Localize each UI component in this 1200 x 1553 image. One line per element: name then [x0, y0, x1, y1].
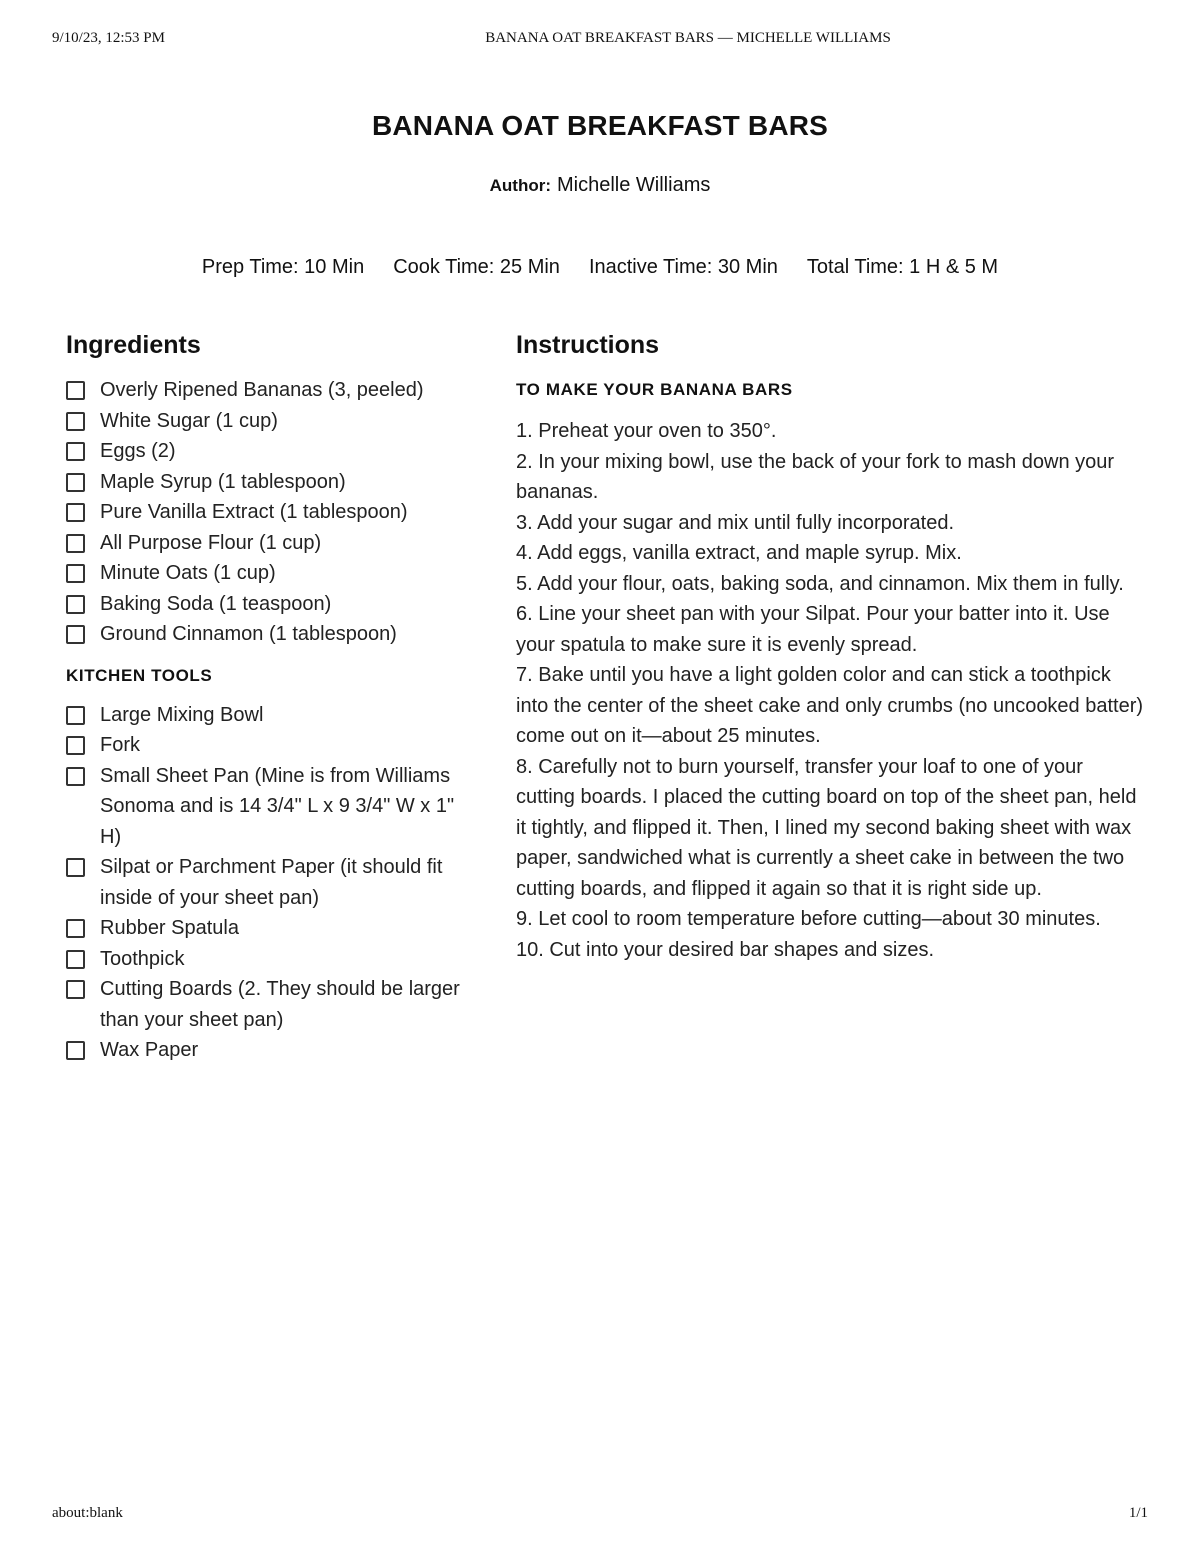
checkbox[interactable] — [66, 706, 85, 725]
ingredient-item — [66, 497, 466, 528]
instructions-subheading: TO MAKE YOUR BANANA BARS — [516, 380, 793, 399]
checkbox[interactable] — [66, 625, 85, 644]
tool-item — [66, 761, 466, 853]
tool-item — [66, 1035, 466, 1066]
kitchen-tools-list — [66, 700, 466, 1066]
instruction-steps — [516, 416, 1146, 965]
print-footer-url: about:blank — [52, 1505, 123, 1521]
recipe-title: BANANA OAT BREAKFAST BARS — [371, 110, 829, 141]
checkbox[interactable] — [66, 442, 85, 461]
cook-time: Cook Time: 25 Min — [393, 256, 560, 278]
ingredient-item — [66, 619, 466, 650]
author-label: Author: — [489, 176, 551, 195]
instruction-step: 8. Carefully not to burn yourself, transfer your loaf to one of your cutting boards. I placed the cutting board on top of the sheet pan, held it tightly, and flipped it. Then, I lined my second baking sheet with wax paper, sandwiched what is currently a sheet cake in between the two cutting boards, and flipped it again so that it is right side up. — [516, 755, 1137, 900]
total-time: Total Time: 1 H & 5 M — [806, 256, 999, 278]
ingredient-item — [66, 589, 466, 620]
print-header-title: BANANA OAT BREAKFAST BARS — MICHELLE WILLIAMS — [485, 30, 891, 46]
ingredient-item — [66, 558, 466, 589]
checkbox[interactable] — [66, 919, 85, 938]
tool-item — [66, 730, 466, 761]
checkbox[interactable] — [66, 564, 85, 583]
tool-label: Small Sheet Pan (Mine is from Williams Sonoma and is 14 3/4" L x 9 3/4" W x 1" H) — [100, 764, 455, 848]
checkbox[interactable] — [66, 381, 85, 400]
tool-label: Large Mixing Bowl — [100, 703, 264, 726]
instruction-step: 7. Bake until you have a light golden color and can stick a toothpick into the center of the sheet cake and only crumbs (no uncooked batter) come out on it—about 25 minutes. — [516, 664, 1144, 747]
tool-label: Wax Paper — [100, 1039, 199, 1061]
ingredients-heading: Ingredients — [66, 331, 201, 359]
tool-item — [66, 974, 466, 1035]
checkbox[interactable] — [66, 503, 85, 522]
checkbox[interactable] — [66, 595, 85, 614]
tool-label: Cutting Boards (2. They should be larger than your sheet pan) — [100, 978, 460, 1031]
checkbox[interactable] — [66, 534, 85, 553]
tool-label: Silpat or Parchment Paper (it should fit inside of your sheet pan) — [100, 856, 443, 909]
ingredient-label: Maple Syrup (1 tablespoon) — [100, 470, 346, 493]
ingredient-label: Ground Cinnamon (1 tablespoon) — [100, 623, 397, 645]
tool-item — [66, 700, 466, 731]
tool-item — [66, 944, 466, 975]
checkbox[interactable] — [66, 950, 85, 969]
ingredient-item — [66, 467, 466, 498]
checkbox[interactable] — [66, 767, 85, 786]
instruction-step: 4. Add eggs, vanilla extract, and maple syrup. Mix. — [516, 542, 962, 564]
ingredient-item — [66, 436, 466, 467]
checkbox[interactable] — [66, 736, 85, 755]
ingredient-label: Baking Soda (1 teaspoon) — [100, 592, 332, 615]
tool-label: Rubber Spatula — [100, 917, 239, 939]
print-footer-page-number: 1/1 — [1128, 1505, 1148, 1521]
instruction-step: 6. Line your sheet pan with your Silpat. Pour your batter into it. Use your spatula to make sure it is evenly spread. — [516, 603, 1110, 656]
ingredients-column — [66, 330, 466, 1066]
ingredients-list — [66, 375, 466, 650]
ingredient-item — [66, 375, 466, 406]
tool-label: Toothpick — [100, 947, 185, 970]
tool-item — [66, 913, 466, 944]
instruction-step: 5. Add your flour, oats, baking soda, and cinnamon. Mix them in fully. — [516, 572, 1124, 595]
ingredient-label: Pure Vanilla Extract (1 tablespoon) — [100, 501, 408, 523]
checkbox[interactable] — [66, 980, 85, 999]
author-name: Michelle Williams — [557, 174, 711, 196]
print-header-date: 9/10/23, 12:53 PM — [52, 30, 165, 46]
instruction-step: 2. In your mixing bowl, use the back of your fork to mash down your bananas. — [516, 450, 1115, 503]
ingredient-label: All Purpose Flour (1 cup) — [100, 531, 322, 554]
instructions-heading: Instructions — [516, 331, 660, 359]
ingredient-label: Minute Oats (1 cup) — [100, 562, 276, 584]
recipe-times — [0, 256, 1200, 279]
checkbox[interactable] — [66, 1041, 85, 1060]
ingredient-item — [66, 406, 466, 437]
checkbox[interactable] — [66, 473, 85, 492]
checkbox[interactable] — [66, 412, 85, 431]
author-line — [0, 174, 1200, 197]
ingredient-label: Eggs (2) — [100, 440, 176, 462]
instructions-column — [516, 330, 1146, 965]
tool-item — [66, 852, 466, 913]
instruction-step: 9. Let cool to room temperature before cutting—about 30 minutes. — [516, 908, 1101, 930]
ingredient-label: White Sugar (1 cup) — [100, 409, 278, 432]
ingredient-item — [66, 528, 466, 559]
tool-label: Fork — [100, 734, 140, 756]
instruction-step: 3. Add your sugar and mix until fully incorporated. — [516, 511, 955, 534]
instruction-step: 10. Cut into your desired bar shapes and sizes. — [516, 938, 935, 961]
prep-time: Prep Time: 10 Min — [201, 256, 365, 278]
checkbox[interactable] — [66, 858, 85, 877]
instruction-step: 1. Preheat your oven to 350°. — [516, 420, 777, 442]
inactive-time: Inactive Time: 30 Min — [588, 256, 778, 278]
kitchen-tools-heading: KITCHEN TOOLS — [66, 665, 213, 685]
ingredient-label: Overly Ripened Bananas (3, peeled) — [100, 379, 424, 401]
